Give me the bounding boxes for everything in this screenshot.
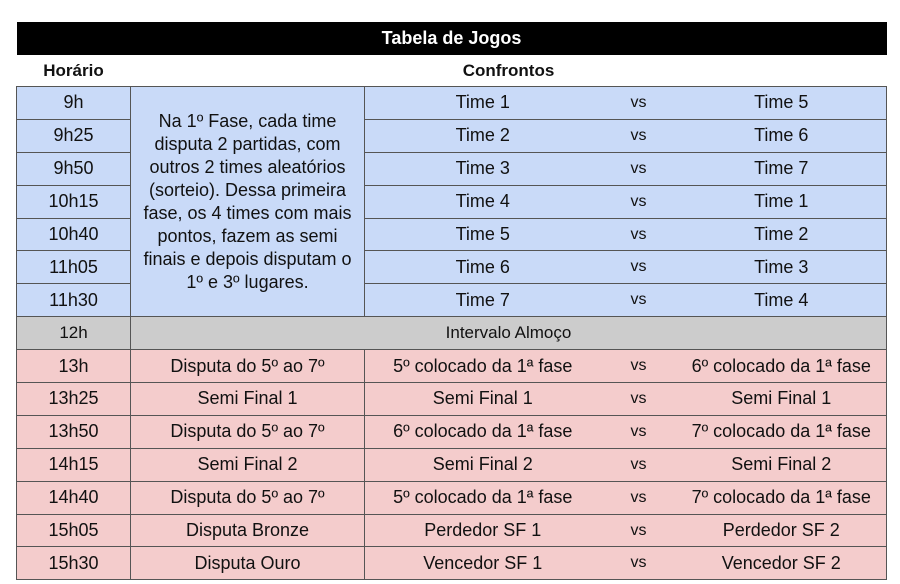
away-team-cell: 6º colocado da 1ª fase	[677, 350, 887, 383]
time-cell: 10h40	[17, 218, 131, 251]
vs-cell: vs	[601, 185, 677, 218]
home-team-cell: Perdedor SF 1	[365, 514, 601, 547]
time-cell: 11h30	[17, 284, 131, 317]
lunch-row	[17, 317, 887, 350]
match-description-cell: Disputa do 5º ao 7º	[131, 350, 365, 383]
vs-cell: vs	[601, 251, 677, 284]
table-title: Tabela de Jogos	[17, 22, 887, 55]
time-cell: 13h25	[17, 383, 131, 416]
time-cell: 14h15	[17, 448, 131, 481]
match-description-cell: Disputa Ouro	[131, 547, 365, 580]
away-team-cell: Time 6	[677, 119, 887, 152]
table-row	[17, 448, 887, 481]
header-time: Horário	[17, 55, 131, 87]
away-team-cell: Vencedor SF 2	[677, 547, 887, 580]
time-cell: 14h40	[17, 481, 131, 514]
away-team-cell: Time 2	[677, 218, 887, 251]
time-cell: 13h50	[17, 415, 131, 448]
away-team-cell: 7º colocado da 1ª fase	[677, 415, 887, 448]
table-row	[17, 547, 887, 580]
match-description-cell: Disputa do 5º ao 7º	[131, 481, 365, 514]
vs-cell: vs	[601, 514, 677, 547]
vs-cell: vs	[601, 481, 677, 514]
time-cell: 13h	[17, 350, 131, 383]
table-row	[17, 87, 887, 120]
header-row	[17, 55, 887, 87]
table-row	[17, 415, 887, 448]
vs-cell: vs	[601, 152, 677, 185]
vs-cell: vs	[601, 448, 677, 481]
home-team-cell: Time 3	[365, 152, 601, 185]
title-row	[17, 22, 887, 55]
match-description-cell: Semi Final 2	[131, 448, 365, 481]
home-team-cell: 5º colocado da 1ª fase	[365, 481, 601, 514]
home-team-cell: Time 1	[365, 87, 601, 120]
home-team-cell: Time 7	[365, 284, 601, 317]
home-team-cell: Semi Final 1	[365, 383, 601, 416]
table-row	[17, 383, 887, 416]
games-table	[16, 22, 887, 580]
time-cell: 9h	[17, 87, 131, 120]
home-team-cell: Time 6	[365, 251, 601, 284]
home-team-cell: 6º colocado da 1ª fase	[365, 415, 601, 448]
table-row	[17, 514, 887, 547]
home-team-cell: Time 5	[365, 218, 601, 251]
header-matches: Confrontos	[131, 55, 887, 87]
home-team-cell: Vencedor SF 1	[365, 547, 601, 580]
match-description-cell: Semi Final 1	[131, 383, 365, 416]
home-team-cell: Semi Final 2	[365, 448, 601, 481]
vs-cell: vs	[601, 383, 677, 416]
away-team-cell: Time 7	[677, 152, 887, 185]
vs-cell: vs	[601, 284, 677, 317]
time-cell: 9h25	[17, 119, 131, 152]
time-cell: 11h05	[17, 251, 131, 284]
vs-cell: vs	[601, 218, 677, 251]
time-cell: 15h05	[17, 514, 131, 547]
time-cell: 12h	[17, 317, 131, 350]
home-team-cell: Time 4	[365, 185, 601, 218]
time-cell: 9h50	[17, 152, 131, 185]
away-team-cell: Time 5	[677, 87, 887, 120]
lunch-label: Intervalo Almoço	[131, 317, 887, 350]
vs-cell: vs	[601, 547, 677, 580]
time-cell: 10h15	[17, 185, 131, 218]
match-description-cell: Disputa Bronze	[131, 514, 365, 547]
time-cell: 15h30	[17, 547, 131, 580]
table-row	[17, 481, 887, 514]
phase1-note: Na 1º Fase, cada time disputa 2 partidas, com outros 2 times aleatórios (sorteio). Dessa primeira fase, os 4 times com mais pontos, fazem as semi finais e depois disputam o 1º e 3º lugares.	[131, 87, 365, 317]
vs-cell: vs	[601, 415, 677, 448]
away-team-cell: Perdedor SF 2	[677, 514, 887, 547]
vs-cell: vs	[601, 87, 677, 120]
vs-cell: vs	[601, 350, 677, 383]
away-team-cell: Semi Final 1	[677, 383, 887, 416]
home-team-cell: Time 2	[365, 119, 601, 152]
table-row	[17, 350, 887, 383]
away-team-cell: Time 4	[677, 284, 887, 317]
match-description-cell: Disputa do 5º ao 7º	[131, 415, 365, 448]
home-team-cell: 5º colocado da 1ª fase	[365, 350, 601, 383]
vs-cell: vs	[601, 119, 677, 152]
away-team-cell: 7º colocado da 1ª fase	[677, 481, 887, 514]
away-team-cell: Time 1	[677, 185, 887, 218]
away-team-cell: Semi Final 2	[677, 448, 887, 481]
away-team-cell: Time 3	[677, 251, 887, 284]
